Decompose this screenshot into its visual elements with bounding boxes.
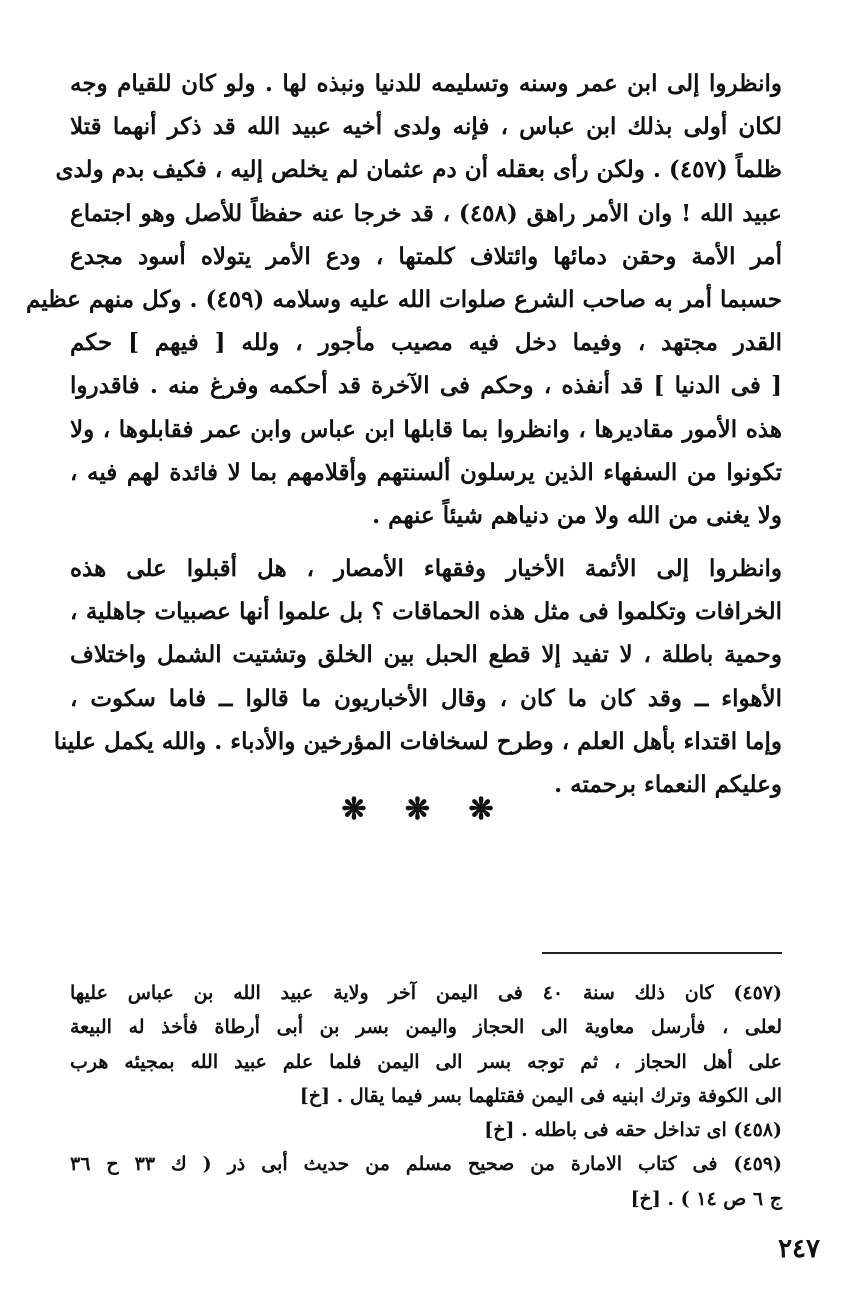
text-line: ظلماً (٤٥٧) . ولكن رأى بعقله أن دم عثمان لم يخلص إليه ، فكيف بدم ولدى <box>55 156 782 184</box>
text-line: القدر مجتهد ، وفيما دخل فيه مصيب مأجور ، ولله [ فيهم ] حكم <box>70 329 782 357</box>
section-separator: ❋ ❋ ❋ <box>341 792 508 827</box>
footnote-line: لعلى ، فأرسل معاوية الى الحجاز واليمن بسر بن أبى أرطاة فأخذ له البيعة <box>70 1016 782 1039</box>
paragraph-1 <box>26 62 782 537</box>
paragraph-gap <box>70 537 782 547</box>
text-line: ولا يغنى من الله ولا من دنياهم شيئاً عنهم . <box>372 501 782 529</box>
text-line: وإما اقتداء بأهل العلم ، وطرح لسخافات المؤرخين والأدباء . والله يكمل علينا <box>53 727 782 755</box>
footnote-line: ج ٦ ص ١٤ ) . [خ] <box>630 1187 782 1210</box>
text-line: حسبما أمر به صاحب الشرع صلوات الله عليه وسلامه (٤٥٩) . وكل منهم عظيم <box>26 285 782 313</box>
text-line: تكونوا من السفهاء الذين يرسلون ألسنتهم وأقلامهم بما لا فائدة لهم فيه ، <box>70 458 782 486</box>
footnote-line: (٤٥٨) اى تداخل حقه فى باطله . [خ] <box>484 1119 782 1142</box>
page-number: ٢٤٧ <box>778 1234 820 1264</box>
footnote-divider <box>542 952 782 954</box>
text-line: أمر الأمة وحقن دمائها وائتلاف كلمتها ، ودع الأمر يتولاه أسود مجدع <box>70 242 782 270</box>
footnote-line: الى الكوفة وترك ابنيه فى اليمن فقتلهما بسر فيما يقال . [خ] <box>299 1084 782 1107</box>
text-line: الخرافات وتكلموا فى مثل هذه الحماقات ؟ بل علموا أنها عصبيات جاهلية ، <box>70 598 782 626</box>
text-line: عبيد الله ! وان الأمر راهق (٤٥٨) ، قد خرجا عنه حفظاً للأصل وهو اجتماع <box>70 199 782 227</box>
text-line: وحمية باطلة ، لا تفيد إلا قطع الحبل بين الخلق وتشتيت الشمل واختلاف <box>70 641 782 669</box>
text-line: الأهواء ــ وقد كان ما كان ، وقال الأخباريون ما قالوا ــ فاما سكوت ، <box>70 684 782 712</box>
footnote-line: (٤٥٩) فى كتاب الامارة من صحيح مسلم من حديث أبى ذر ( ك ٣٣ ح ٣٦ <box>70 1153 782 1176</box>
footnote-line: (٤٥٧) كان ذلك سنة ٤٠ فى اليمن آخر ولاية عبيد الله بن عباس عليها <box>70 982 782 1004</box>
text-line: لكان أولى بذلك ابن عباس ، فإنه ولدى أخيه عبيد الله قد ذكر أنهما قتلا <box>70 113 782 141</box>
footnote-line: على أهل الحجاز ، ثم توجه بسر الى اليمن فلما علم عبيد الله بمجيئه هرب <box>70 1050 782 1073</box>
text-line: [ فى الدنيا ] قد أنفذه ، وحكم فى الآخرة قد أحكمه وفرغ منه . فاقدروا <box>70 372 782 400</box>
text-line: وعليكم النعماء برحمته . <box>554 771 782 798</box>
footnotes <box>70 976 782 1216</box>
text-line: هذه الأمور مقاديرها ، وانظروا بما قابلها ابن عباس وابن عمر فقابلوها ، ولا <box>70 415 782 443</box>
main-text <box>26 62 782 806</box>
text-line: وانظروا إلى ابن عمر وسنه وتسليمه للدنيا ونبذه لها . ولو كان للقيام وجه <box>70 70 782 97</box>
text-line: وانظروا إلى الأئمة الأخيار وفقهاء الأمصار ، هل أقبلوا على هذه <box>70 555 782 583</box>
paragraph-2 <box>53 547 782 806</box>
